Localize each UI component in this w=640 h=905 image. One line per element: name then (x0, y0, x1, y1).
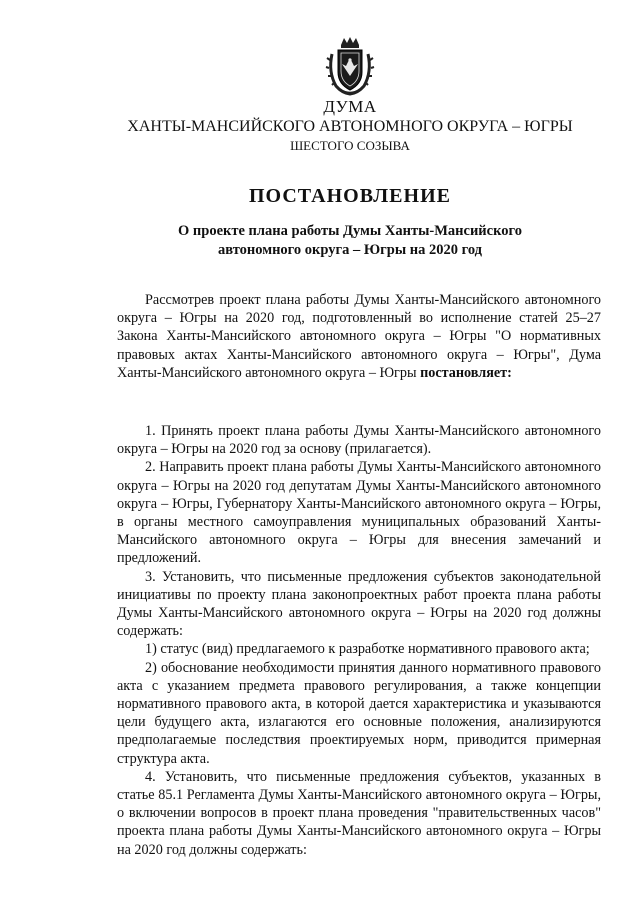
preamble-text: Рассмотрев проект плана работы Думы Ханты-Мансийского автономного округа – Югры на 2020 год, подготовленный во исполнение статей 25–27 Закона Ханты-Мансийского автономного округа – Югры "О нормативных правовых актах Ханты-Мансийского автономного округа – Югры", Дума Ханты-Мансийского автономного округа – Югры (117, 292, 601, 381)
preamble (117, 291, 601, 382)
organization-region: ХАНТЫ-МАНСИЙСКОГО АВТОНОМНОГО ОКРУГА – ЮГРЫ (127, 118, 573, 135)
resolution-subitem-2: 2) обоснование необходимости принятия данного нормативного правового акта с указанием предмета правового регулирования, а также концепции нормативного правового акта, в которой дается характеристика и указываются цели будущего акта, излагаются его основные положения, анализируются предполагаемые последствия проектируемых норм, приводится примерная структура акта. (117, 659, 601, 767)
document-subject-line-2: автономного округа – Югры на 2020 год (217, 242, 483, 258)
organization-convocation: ШЕСТОГО СОЗЫВА (290, 138, 410, 153)
resolution-items (117, 422, 601, 859)
document-subject (0, 222, 640, 260)
organization-name: ДУМА (323, 97, 377, 116)
resolution-item-4: 4. Установить, что письменные предложения субъектов, указанных в статье 85.1 Регламента Думы Ханты-Мансийского автономного округа – Югры, о включении вопросов в проект плана проведения "правительственных часов" проекта плана работы Думы Ханты-Мансийского автономного округа – Югры на 2020 год должны содержать: (117, 768, 601, 858)
resolution-item-1: 1. Принять проект плана работы Думы Ханты-Мансийского автономного округа – Югры на 2020 год за основу (прилагается). (117, 423, 601, 458)
document-subject-line-1: О проекте плана работы Думы Ханты-Мансийского (178, 223, 522, 239)
preamble-resolves: постановляет: (420, 364, 512, 381)
coat-of-arms-icon (324, 36, 376, 98)
preamble-paragraph (117, 291, 601, 382)
document-type-title: ПОСТАНОВЛЕНИЕ (249, 185, 451, 207)
resolution-item-2: 2. Направить проект плана работы Думы Ханты-Мансийского автономного округа – Югры на 2020 год депутатам Думы Ханты-Мансийского автономного округа – Югры, Губернатору Ханты-Мансийского автономного округа – Югры, в органы местного самоуправления муниципальных образований Ханты-Мансийского автономного округа – Югры для внесения замечаний и предложений. (117, 459, 601, 567)
resolution-subitem-1: 1) статус (вид) предлагаемого к разработке нормативного правового акта; (145, 641, 590, 658)
resolution-item-3: 3. Установить, что письменные предложения субъектов законодательной инициативы по проекту плана законопроектных работ проекта плана работы Думы Ханты-Мансийского автономного округа – Югры на 2020 год должны содержать: (117, 568, 601, 640)
